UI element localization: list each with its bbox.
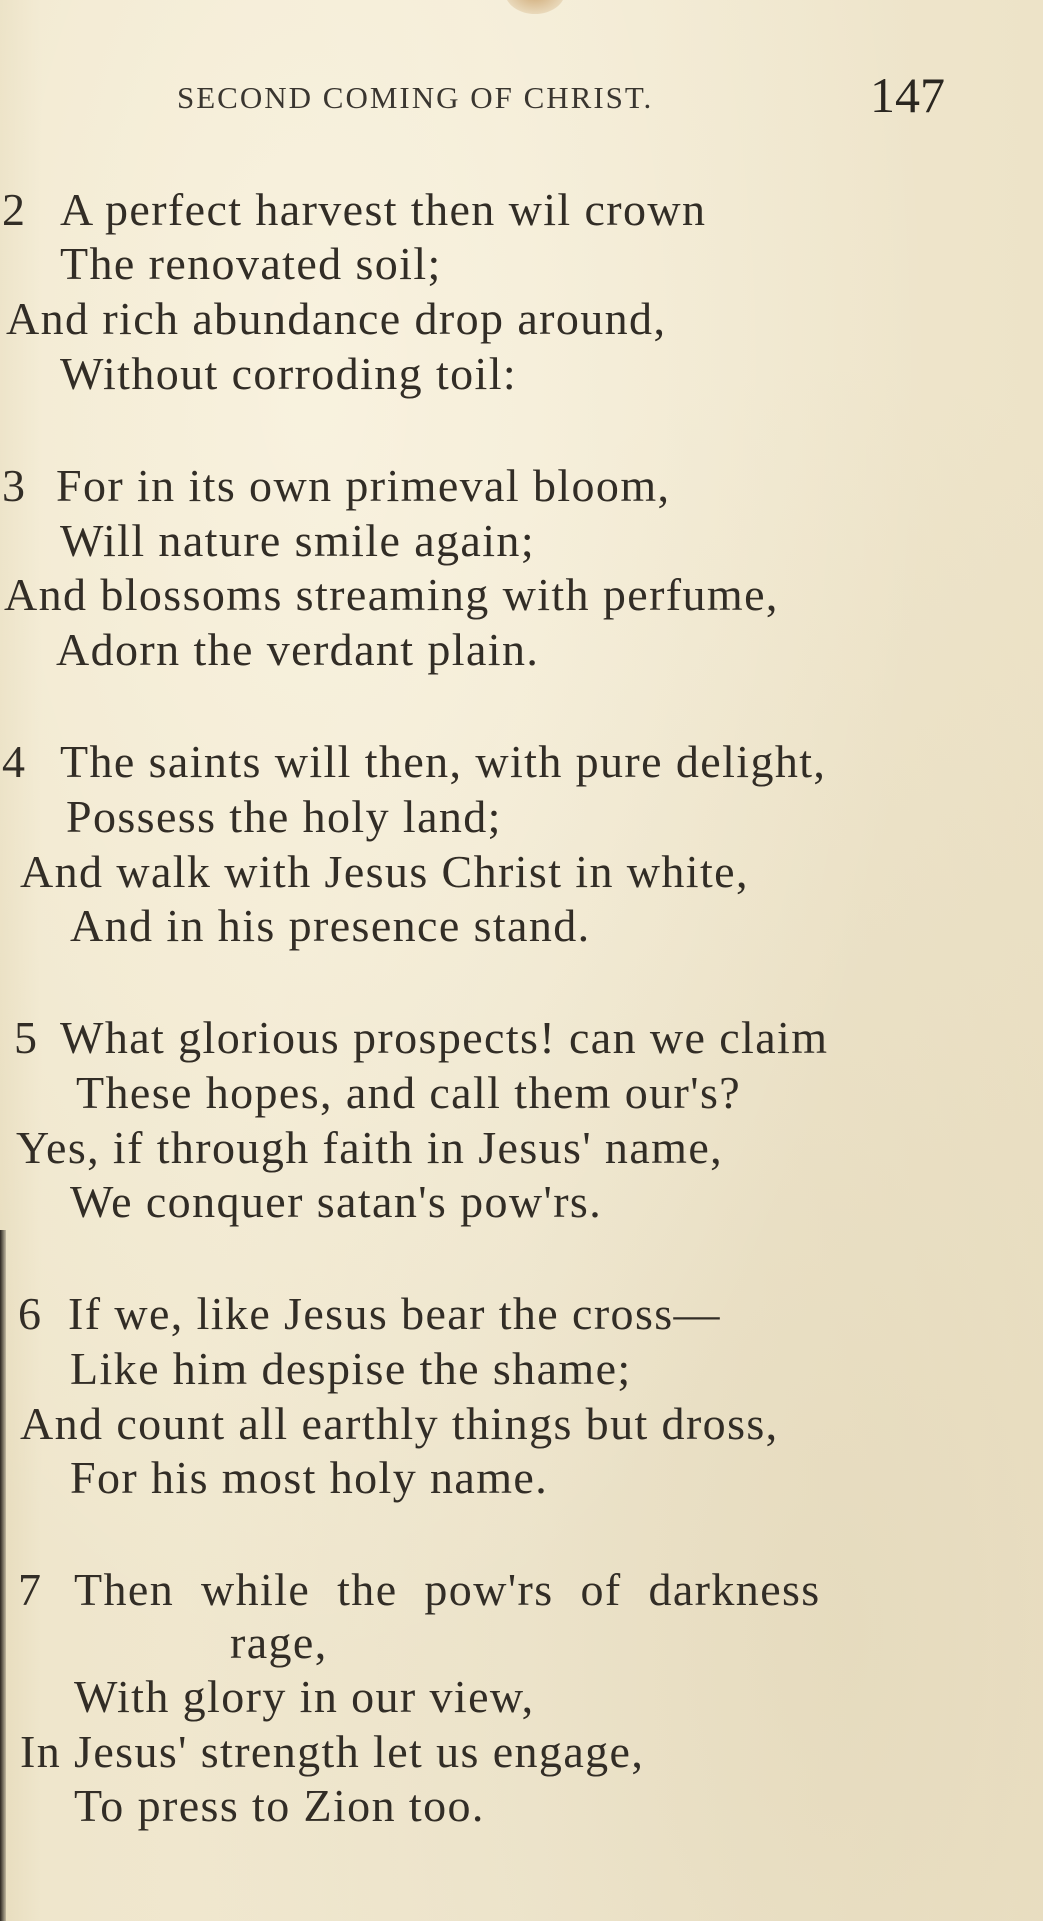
verse-line: What glorious prospects! can we claim — [60, 1012, 829, 1063]
verse-line: Will nature smile again; — [60, 515, 536, 566]
verse-line: And in his presence stand. — [70, 900, 591, 951]
verse-line: Without corroding toil: — [60, 348, 518, 399]
verse-line: Then while the pow'rs of darkness — [74, 1564, 821, 1615]
verse-line: And rich abundance drop around, — [6, 293, 667, 344]
verse-line: For in its own primeval bloom, — [56, 460, 671, 511]
verse-line: We conquer satan's pow'rs. — [70, 1176, 603, 1227]
stanza-number: 5 — [14, 1012, 37, 1063]
verse-line: And blossoms streaming with perfume, — [4, 569, 779, 620]
stanza-number: 4 — [2, 736, 25, 787]
verse-line: The saints will then, with pure delight, — [60, 736, 827, 787]
verse-line: rage, — [230, 1617, 328, 1668]
page-number: 147 — [870, 67, 945, 123]
page-header — [0, 60, 1043, 123]
verse-line: For his most holy name. — [70, 1452, 549, 1503]
running-title: SECOND COMING OF CHRIST. — [177, 80, 654, 115]
verse-line: The renovated soil; — [60, 238, 442, 289]
verse-line: With glory in our view, — [74, 1671, 535, 1722]
verse-line: These hopes, and call them our's? — [76, 1067, 742, 1118]
verse-line: Yes, if through faith in Jesus' name, — [16, 1122, 724, 1173]
stanza-number: 7 — [18, 1564, 41, 1615]
verse-line: If we, like Jesus bear the cross— — [68, 1288, 721, 1339]
stanza-number: 6 — [18, 1288, 41, 1339]
verse-line: In Jesus' strength let us engage, — [20, 1726, 645, 1777]
verse-line: And walk with Jesus Christ in white, — [20, 846, 749, 897]
verse-line: And count all earthly things but dross, — [20, 1398, 779, 1449]
verse-line: Possess the holy land; — [66, 791, 502, 842]
verse-line: Adorn the verdant plain. — [56, 624, 540, 675]
stanza-number: 3 — [2, 460, 25, 511]
verse-line: A perfect harvest then wil crown — [60, 184, 707, 235]
verse-line: To press to Zion too. — [74, 1780, 485, 1831]
stanza-number: 2 — [2, 184, 25, 235]
page-edge — [0, 1230, 6, 1921]
paper-stain — [505, 0, 565, 14]
verse-line: Like him despise the shame; — [70, 1343, 632, 1394]
